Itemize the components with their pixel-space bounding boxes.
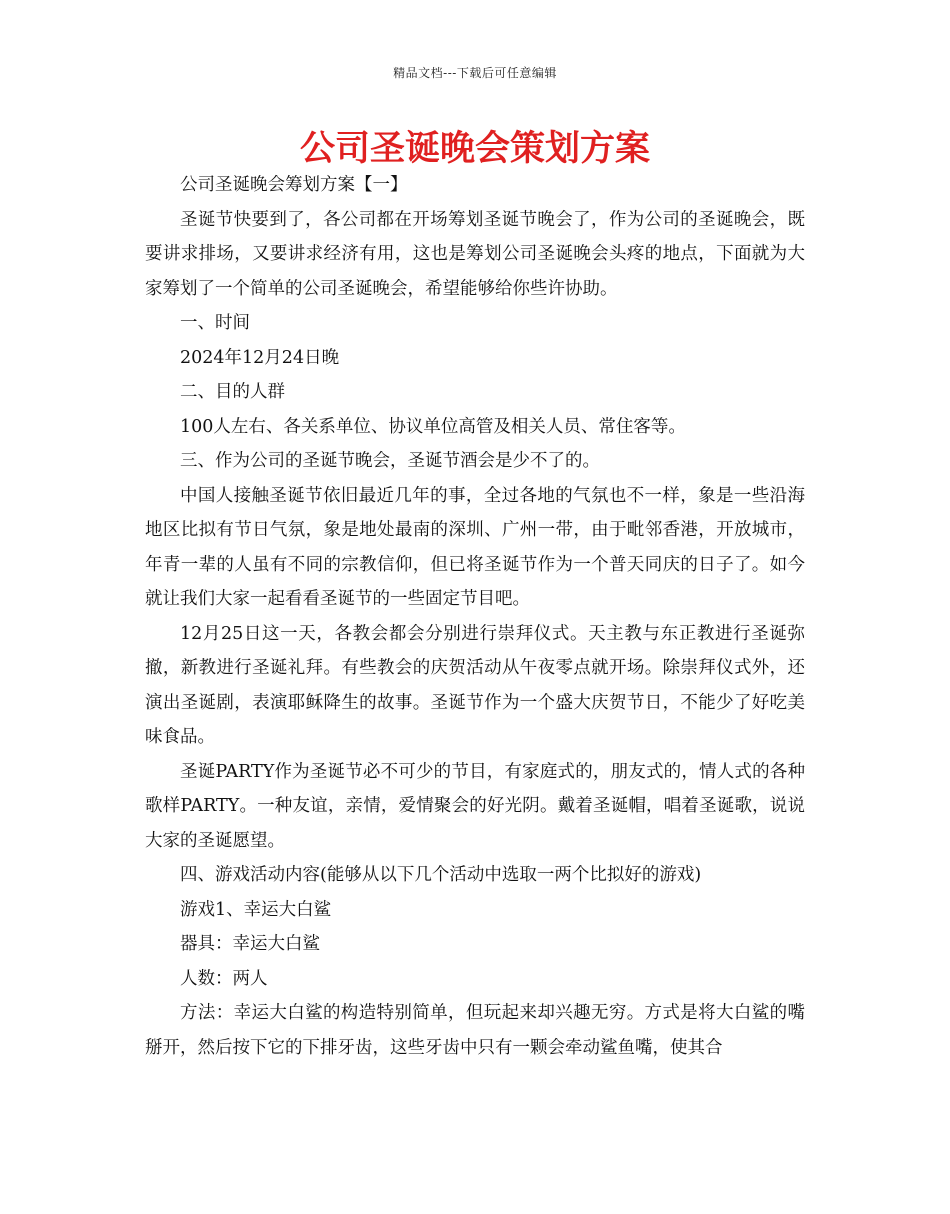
paragraph: 公司圣诞晚会筹划方案【一】 — [180, 175, 408, 195]
paragraph: 2024年12月24日晚 — [180, 347, 340, 368]
paragraph: 圣诞节快要到了，各公司都在开场筹划圣诞节晚会了，作为公司的圣诞晚会，既要讲求排场，又要讲求经济有用，这也是筹划公司圣诞晚会头疼的地点，下面就为大家筹划了一个简单的公司圣诞晚会，希望能够给你些许协助。 — [145, 209, 805, 299]
header-note: 精品文档---下载后可任意编辑 — [393, 66, 557, 80]
paragraph: 12月25日这一天，各教会都会分别进行崇拜仪式。天主教与东正教进行圣诞弥撤，新教进行圣诞礼拜。有些教会的庆贺活动从午夜零点就开场。除崇拜仪式外，还演出圣诞剧，表演耶稣降生的故事。圣诞节作为一个盛大庆贺节日，不能少了好吃美味食品。 — [145, 623, 805, 747]
paragraph: 中国人接触圣诞节依旧最近几年的事，全过各地的气氛也不一样，象是一些沿海地区比拟有节日气氛，象是地处最南的深圳、广州一带，由于毗邻香港，开放城市，年青一辈的人虽有不同的宗教信仰，但已将圣诞节作为一个普天同庆的日子了。如今就让我们大家一起看看圣诞节的一些固定节目吧。 — [145, 485, 805, 609]
paragraph: 游戏1、幸运大白鲨 — [180, 899, 332, 920]
paragraph: 方法：幸运大白鲨的构造特别简单，但玩起来却兴趣无穷。方式是将大白鲨的嘴掰开，然后按下它的下排牙齿，这些牙齿中只有一颗会牵动鲨鱼嘴，使其合 — [145, 1003, 805, 1058]
paragraph: 二、目的人群 — [180, 382, 285, 402]
paragraph: 器具：幸运大白鲨 — [180, 934, 320, 954]
paragraph: 100人左右、各关系单位、协议单位高管及相关人员、常住客等。 — [180, 416, 686, 437]
paragraph: 一、时间 — [180, 313, 250, 333]
document-title: 公司圣诞晚会策划方案 — [299, 129, 650, 169]
paragraph: 人数：两人 — [180, 968, 268, 989]
paragraph: 三、作为公司的圣诞节晚会，圣诞节酒会是少不了的。 — [180, 451, 600, 471]
document-body — [145, 168, 805, 1065]
paragraph: 四、游戏活动内容(能够从以下几个活动中选取一两个比拟好的游戏) — [180, 865, 702, 885]
paragraph: 圣诞PARTY作为圣诞节必不可少的节目，有家庭式的，朋友式的，情人式的各种歌样PARTY。一种友谊，亲情，爱情聚会的好光阴。戴着圣诞帽，唱着圣诞歌，说说大家的圣诞愿望。 — [145, 761, 805, 851]
